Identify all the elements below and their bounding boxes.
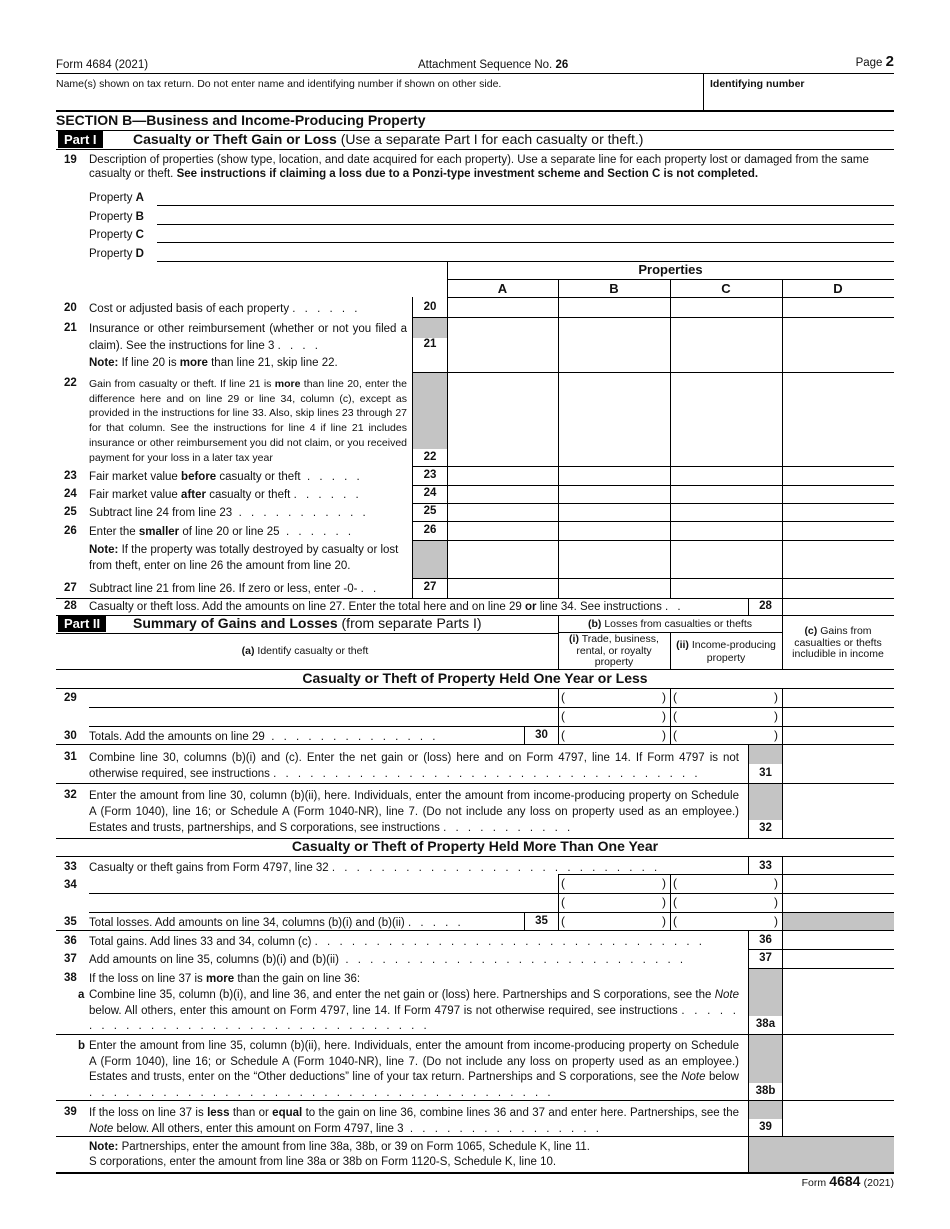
property-a-input[interactable] xyxy=(157,205,894,206)
paren-close: ) xyxy=(662,690,666,704)
line-30-box: 30 xyxy=(535,729,548,741)
line-22-box-shade xyxy=(413,372,447,449)
line-36-number: 36 xyxy=(64,935,77,947)
line-34-row1-input[interactable] xyxy=(89,877,555,893)
property-c-label: Property C xyxy=(89,229,144,241)
line-21-box-shade xyxy=(413,317,447,338)
line-33-rule xyxy=(558,874,894,875)
property-d-label: Property D xyxy=(89,248,144,260)
paren-close: ) xyxy=(774,876,778,890)
line-39-text: If the loss on line 37 is less than or equal to the gain on line 36, combine lines 36 and 37 and enter here. Partnerships, see the Note below. All others, enter this amount on Form 4797, line 3 . . . . . . . . . . . . . . . . xyxy=(89,1107,739,1135)
row-20-rule xyxy=(412,317,894,318)
line-36-rule xyxy=(748,949,894,950)
line-38a-letter: a xyxy=(78,989,85,1001)
line-38-number: 38 xyxy=(64,972,77,984)
line-22-number: 22 xyxy=(64,377,77,389)
line-31-rule xyxy=(56,783,894,784)
line-32-shade xyxy=(749,784,782,820)
line-39-number: 39 xyxy=(64,1106,77,1118)
line-24-text: Fair market value after casualty or theft . . . . . . xyxy=(89,489,362,501)
part2-heading xyxy=(133,616,482,630)
line-21-number: 21 xyxy=(64,322,77,334)
part2-note-line1: Note: Partnerships, enter the amount from line 38a, 38b, or 39 on Form 1065, Schedule K, line 11. xyxy=(89,1141,590,1153)
line-32-text: Enter the amount from line 30, column (b)(ii), here. Individuals, enter the amount from income-producing property on Schedule A (Form 1040), line 16; or Schedule A (Form 1040-NR), line 7. (Do not include any loss on property used as an employee.) Estates and trusts, partnerships, and S corporations, see instructions . . . . . . . . . . . xyxy=(89,790,739,834)
lt-col-bi-left xyxy=(558,874,559,930)
row-27-rule xyxy=(56,598,894,599)
note-shade xyxy=(749,1137,894,1172)
paren-open: ( xyxy=(673,709,677,723)
grid-col-d-left xyxy=(782,279,783,598)
paren-close: ) xyxy=(662,709,666,723)
attachment-sequence xyxy=(418,58,568,72)
line-26-text: Enter the smaller of line 20 or line 25 . . . . . . xyxy=(89,526,355,538)
line-35-rule xyxy=(56,930,894,931)
line-19-description: Description of properties (show type, location, and date acquired for each property). Use a separate line for each property lost or damaged from the same casualty or theft. xyxy=(89,154,869,180)
part1-heading xyxy=(133,132,643,146)
paren-open: ( xyxy=(673,876,677,890)
paren-close: ) xyxy=(774,690,778,704)
long-term-rule xyxy=(56,856,894,857)
line-38-shade xyxy=(749,969,782,1016)
row-22-rule xyxy=(412,466,894,467)
line-33-number: 33 xyxy=(64,861,77,873)
page-label: Page xyxy=(855,57,883,69)
row-24-rule xyxy=(412,503,894,504)
line-39-box: 39 xyxy=(759,1121,772,1133)
p2-col-bii-left xyxy=(670,632,671,669)
paren-open: ( xyxy=(673,895,677,909)
line-38a-box: 38a xyxy=(755,1018,776,1030)
line-21-box: 21 xyxy=(423,338,437,350)
line-39-shade xyxy=(749,1101,782,1119)
row-26-note-rule xyxy=(412,578,894,579)
line-22-text: Gain from casualty or theft. If line 21 is more than line 20, enter the difference here and on line 29 or line 34, column (c), except as provided in the instructions for line 33. Also, skip lines 23 through 27 for that column. See the instructions for line 4 if line 21 includes insurance or other reimbursement you did not claim, or you received payment for your loss in a later tax year xyxy=(89,378,407,464)
identifying-number-label: Identifying number xyxy=(710,78,805,90)
p2-badge-rule xyxy=(56,633,558,634)
part1-subtitle: (Use a separate Part I for each casualty or theft.) xyxy=(340,131,644,147)
line-31-text: Combine line 30, columns (b)(i) and (c). Enter the net gain or (loss) here and on Form 4797, line 14. If Form 4797 is not otherwise required, see instructions . . . . . . . . . . . . . . . . . . . . . . . . . . . . . . . . . . . xyxy=(89,752,739,780)
line-38-text: If the loss on line 37 is more than the gain on line 36: xyxy=(89,973,361,985)
paren-open: ( xyxy=(561,876,565,890)
line-28-number: 28 xyxy=(64,600,77,612)
property-b-input[interactable] xyxy=(157,224,894,225)
properties-header: Properties xyxy=(638,262,703,277)
line-38b-letter: b xyxy=(78,1040,86,1052)
paren-close: ) xyxy=(774,709,778,723)
part2-badge: Part II xyxy=(58,615,106,632)
line-34-row2-rule xyxy=(89,912,894,913)
line-25-number: 25 xyxy=(64,506,77,518)
row-25-rule xyxy=(412,521,894,522)
column-b-header: B xyxy=(609,281,619,296)
line-19-number: 19 xyxy=(64,154,77,166)
p2-col-c-left xyxy=(782,615,783,669)
part1-badge: Part I xyxy=(58,131,103,148)
paren-open: ( xyxy=(673,914,677,928)
p2-col-b-header: (b) Losses from casualties or thefts xyxy=(588,618,752,630)
line-23-number: 23 xyxy=(64,470,77,482)
line-27-number: 27 xyxy=(64,582,77,594)
id-divider xyxy=(703,73,704,111)
paren-open: ( xyxy=(673,728,677,742)
line-38b-text: Enter the amount from line 35, column (b)(ii), here. Individuals, enter the amount from income-producing property on Schedule A (Form 1040), line 16; or Schedule A (Form 1040-NR), line 7. (Do not include any loss on property used as an employee.) Estates and trusts, enter on the “Other deductions” line of your tax return. Partnerships and S corporations, see the Note below . . . . . . . . . . . . . . . . . . . . . . . . . . . . . . . . . . . . . . xyxy=(89,1040,739,1099)
line-31-box: 31 xyxy=(759,767,772,779)
line-25-box: 25 xyxy=(423,505,437,517)
paren-close: ) xyxy=(774,895,778,909)
line-38b-shade xyxy=(749,1035,782,1083)
line-29-number: 29 xyxy=(64,692,77,704)
line-28-box: 28 xyxy=(759,600,772,612)
line-35-text: Total losses. Add amounts on line 34, columns (b)(i) and (b)(ii) . . . . . xyxy=(89,917,464,929)
paren-close: ) xyxy=(662,728,666,742)
line-33-box: 33 xyxy=(759,860,772,872)
line-34-number: 34 xyxy=(64,879,77,891)
line-37-text: Add amounts on line 35, columns (b)(i) and (b)(ii) . . . . . . . . . . . . . . . . . . . . . . . . . . . . xyxy=(89,954,687,966)
paren-open: ( xyxy=(561,914,565,928)
footer-form-id: Form 4684 (2021) xyxy=(801,1173,894,1189)
paren-close: ) xyxy=(662,876,666,890)
line-26-box: 26 xyxy=(423,524,437,536)
line-36-text: Total gains. Add lines 33 and 34, column (c) . . . . . . . . . . . . . . . . . . . . . . . . . . . . . . . . xyxy=(89,936,705,948)
line-24-number: 24 xyxy=(64,488,77,500)
line-34-row2-input[interactable] xyxy=(89,895,555,911)
line-20-box: 20 xyxy=(423,301,437,313)
line-26-note: Note: If the property was totally destroyed by casualty or lost from theft, enter on line 26 the amount from line 20. xyxy=(89,544,399,572)
lines-31-32-box-right xyxy=(782,744,783,838)
column-d-header: D xyxy=(833,281,843,296)
attachment-number: 26 xyxy=(555,59,569,71)
line-38b-box: 38b xyxy=(755,1085,776,1097)
line-30-number: 30 xyxy=(64,730,77,742)
paren-open: ( xyxy=(561,690,565,704)
line-35-number: 35 xyxy=(64,916,77,928)
paren-close: ) xyxy=(662,895,666,909)
short-term-rule xyxy=(56,688,894,689)
line-37-box: 37 xyxy=(759,952,772,964)
line-33-text: Casualty or theft gains from Form 4797, line 32 . . . . . . . . . . . . . . . . . . . . . . . . . . . xyxy=(89,862,661,874)
name-input[interactable] xyxy=(60,92,695,108)
line-19-bold-instruction: See instructions if claiming a loss due to a Ponzi-type investment scheme and Section C is not completed. xyxy=(176,168,759,180)
p2-col-bi-header: (i) Trade, business, rental, or royalty property xyxy=(569,633,659,668)
row-23-rule xyxy=(412,485,894,486)
form-bottom-rule xyxy=(56,1172,894,1174)
part2-note-line2: S corporations, enter the amount from line 38a or 38b on Form 1120-S, Schedule K, line 10. xyxy=(89,1156,557,1168)
column-c-header: C xyxy=(721,281,731,296)
line-22-box: 22 xyxy=(423,451,437,463)
line-32-box: 32 xyxy=(759,822,772,834)
paren-close: ) xyxy=(774,728,778,742)
paren-close: ) xyxy=(662,914,666,928)
paren-open: ( xyxy=(561,728,565,742)
paren-close: ) xyxy=(774,914,778,928)
identifying-number-input[interactable] xyxy=(708,92,888,108)
short-term-title: Casualty or Theft of Property Held One Year or Less xyxy=(302,670,648,686)
attachment-label: Attachment Sequence No. xyxy=(418,59,553,71)
paren-open: ( xyxy=(561,895,565,909)
line-29-row1-rule xyxy=(89,707,894,708)
property-b-label: Property B xyxy=(89,211,144,223)
section-b-title: SECTION B—Business and Income-Producing Property xyxy=(56,112,426,128)
line-29-row1-input[interactable] xyxy=(89,690,555,706)
line-32-number: 32 xyxy=(64,789,77,801)
part2-title: Summary of Gains and Losses xyxy=(133,615,338,631)
line-20-number: 20 xyxy=(64,302,77,314)
line-21-note: Note: If line 20 is more than line 21, skip line 22. xyxy=(89,357,338,369)
part1-title: Casualty or Theft Gain or Loss xyxy=(133,131,337,147)
p2-col-a-header: (a) Identify casualty or theft xyxy=(241,645,369,657)
property-a-label: Property A xyxy=(89,192,144,204)
grid-col-a-left xyxy=(447,262,448,598)
line-28-box-right xyxy=(782,598,783,615)
p2-col-bii-header: (ii) Income-producing property xyxy=(676,639,776,664)
p2-col-c-header: (c) Gains from casualties or thefts includible in income xyxy=(792,625,884,660)
header-rule xyxy=(56,73,894,74)
line-31-number: 31 xyxy=(64,751,77,763)
grid-col-b-left xyxy=(558,279,559,598)
line-24-box: 24 xyxy=(423,487,437,499)
property-c-input[interactable] xyxy=(157,242,894,243)
page-number xyxy=(856,55,894,70)
lt-col-bii-left xyxy=(670,874,671,930)
line-35-col-c-shade xyxy=(783,913,894,930)
row-26-rule xyxy=(412,540,894,541)
st-col-bi-left xyxy=(558,688,559,744)
line-29-row2-input[interactable] xyxy=(89,709,555,725)
part2-subtitle: (from separate Parts I) xyxy=(341,615,482,631)
line-35-box: 35 xyxy=(535,915,548,927)
line-36-box: 36 xyxy=(759,934,772,946)
line-30-text: Totals. Add the amounts on line 29 . . . . . . . . . . . . . . xyxy=(89,731,439,743)
line-26-number: 26 xyxy=(64,525,77,537)
column-a-header: A xyxy=(497,281,508,296)
line-23-box: 23 xyxy=(423,469,437,481)
paren-open: ( xyxy=(561,709,565,723)
line-23-text: Fair market value before casualty or theft . . . . . xyxy=(89,471,363,483)
line-27-text: Subtract line 21 from line 26. If zero or less, enter -0- . . xyxy=(89,583,380,595)
line-19-text xyxy=(89,153,895,181)
line-28-text: Casualty or theft loss. Add the amounts on line 27. Enter the total here and on line 29 or line 34. See instructions . . xyxy=(89,601,684,613)
line-20-text: Cost or adjusted basis of each property . . . . . . xyxy=(89,303,361,315)
st-col-bii-left xyxy=(670,688,671,744)
st-col-c-left xyxy=(782,688,783,744)
names-label: Name(s) shown on tax return. Do not enter name and identifying number if shown on other side. xyxy=(56,78,502,90)
long-term-title: Casualty or Theft of Property Held More Than One Year xyxy=(291,838,659,854)
row-21-rule xyxy=(412,372,894,373)
paren-open: ( xyxy=(673,690,677,704)
line-21-text: Insurance or other reimbursement (whether or not you filed a claim). See the instructions for line 3 . . . . xyxy=(89,323,407,352)
line-38a-text: Combine line 35, column (b)(i), and line 36, and enter the net gain or (loss) here. Partnerships and S corporations, see the Note below. All others, enter this amount on Form 4797, line 14. If Form 4797 is not otherwise required, see instructions . . . . . . . . . . . . . . . . . . . . . . . . . . . . . . . . . xyxy=(89,989,739,1032)
line-37-number: 37 xyxy=(64,953,77,965)
line-27-box: 27 xyxy=(423,581,437,593)
line-31-shade xyxy=(749,745,782,764)
grid-col-c-left xyxy=(670,279,671,598)
line-29-row2-rule xyxy=(89,726,894,727)
form-label: Form 4684 (2021) xyxy=(56,59,149,71)
line-25-text: Subtract line 24 from line 23 . . . . . . . . . . . xyxy=(89,507,369,519)
page-no: 2 xyxy=(885,53,894,70)
line-33-box-right xyxy=(782,856,783,874)
part1-rule xyxy=(56,149,894,150)
line-27-box-shade xyxy=(413,540,447,578)
line-34-row1-rule xyxy=(89,893,894,894)
